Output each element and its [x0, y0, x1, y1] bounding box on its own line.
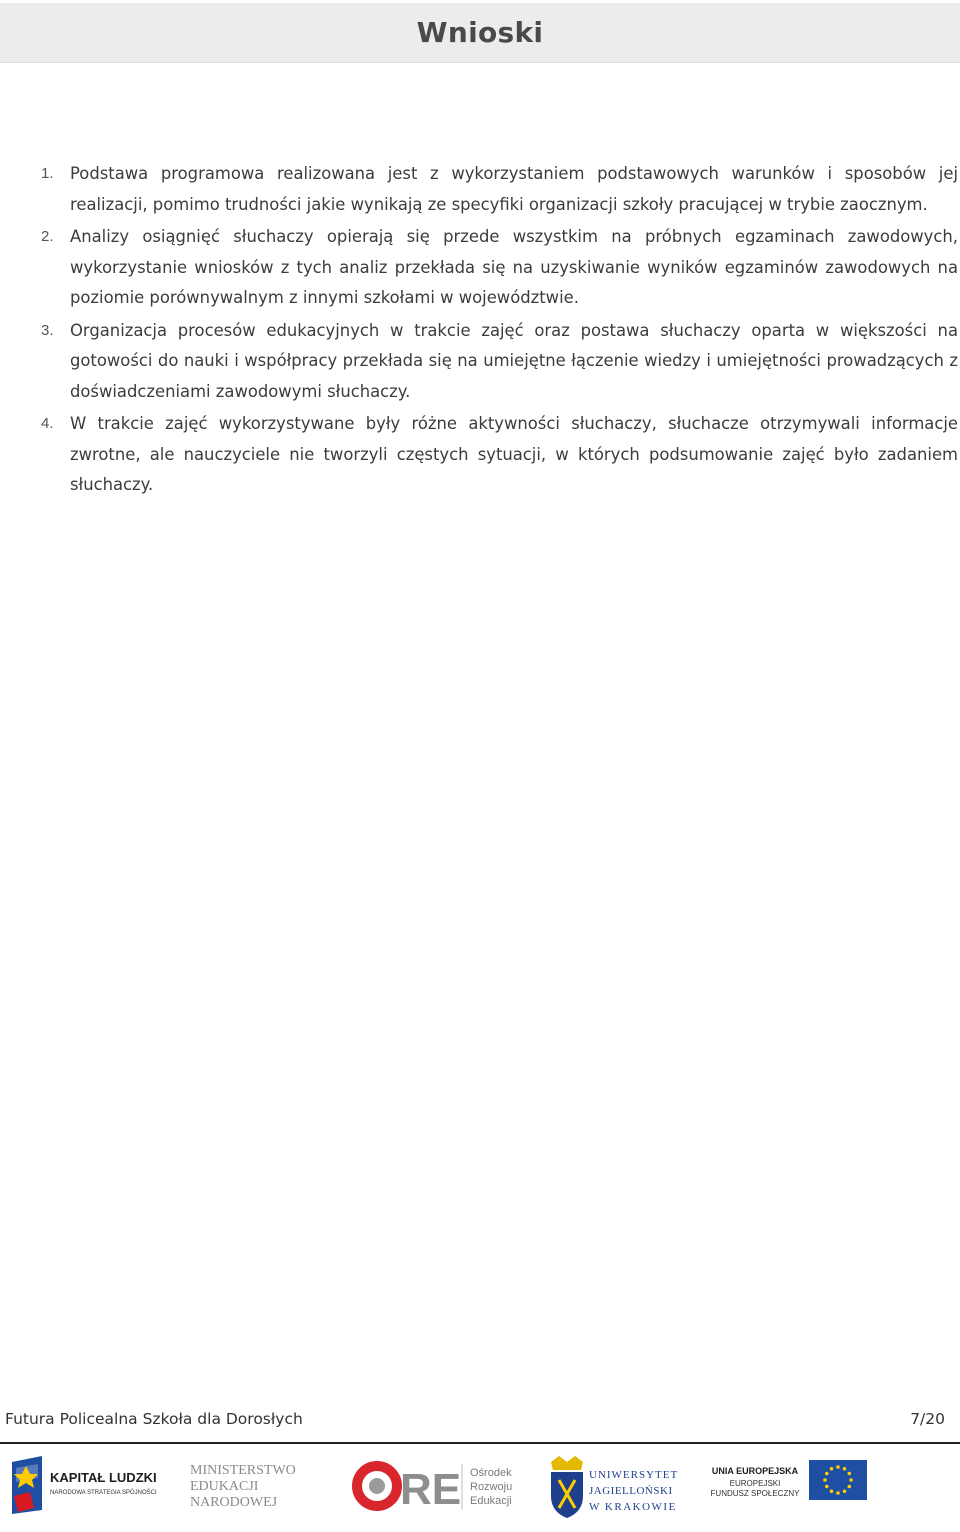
ore-logo: [350, 1452, 530, 1528]
list-item: [40, 409, 958, 501]
svg-text:RE: RE: [400, 1465, 462, 1514]
sponsor-logos: [0, 1452, 960, 1528]
item-number: 2.: [41, 228, 54, 245]
list-item: [40, 159, 958, 220]
ue-line2: EUROPEJSKI: [729, 1479, 781, 1488]
eu-star: [843, 1467, 847, 1471]
item-number: 1.: [41, 165, 54, 182]
item-text: Podstawa programowa realizowana jest z wykorzystaniem podstawowych warunków i sposobów jej realizacji, pomimo trudności jakie wynikają ze specyfiki organizacji szkoły pracującej w trybie zaocznym.: [70, 164, 958, 214]
ue-line1: UNIA EUROPEJSKA: [711, 1466, 799, 1476]
item-text: Analizy osiągnięć słuchaczy opierają się przede wszystkim na próbnych egzaminach zawodowych, wykorzystanie wniosków z tych analiz przekłada się na uzyskiwanie wyników egzaminów zawodowych na poziomie porównywalnym z innymi szkołami w województwie.: [70, 227, 958, 307]
uj-line1: UNIWERSYTET: [589, 1469, 679, 1481]
uj-logo: [545, 1452, 690, 1528]
kl-line1: KAPITAŁ LUDZKI: [50, 1470, 157, 1485]
ore-line3: Edukacji: [470, 1495, 512, 1507]
item-number: 4.: [41, 415, 54, 432]
uj-line3: W KRAKOWIE: [589, 1501, 677, 1513]
item-text: Organizacja procesów edukacyjnych w trakcie zajęć oraz postawa słuchaczy oparta w większości na gotowości do nauki i współpracy przekłada się na umiejętne łączenie wiedzy i umiejętności prowadzących z doświadczeniami zawodowymi słuchaczy.: [70, 320, 958, 401]
men-logo: [188, 1452, 313, 1528]
kl-line2: NARODOWA STRATEGIA SPÓJNOŚCI: [50, 1490, 157, 1496]
men-line3: NARODOWEJ: [190, 1495, 278, 1510]
uj-line2: JAGIELLOŃSKI: [589, 1485, 673, 1497]
ore-line1: Ośrodek: [470, 1467, 512, 1479]
eu-star: [847, 1472, 851, 1476]
eu-star: [836, 1465, 840, 1469]
men-line1: MINISTERSTWO: [190, 1463, 296, 1478]
eu-star: [825, 1472, 829, 1476]
eu-star: [843, 1489, 847, 1493]
title-bar: [0, 3, 960, 63]
list-item: [40, 222, 958, 314]
list-item: [40, 316, 958, 408]
conclusions-list: [40, 159, 958, 503]
page-number: 7/20: [910, 1410, 945, 1428]
eu-star: [849, 1478, 853, 1482]
page-footer: [5, 1410, 945, 1432]
item-number: 3.: [41, 321, 54, 339]
kapital-ludzki-logo: [8, 1452, 173, 1528]
eu-star: [823, 1478, 827, 1482]
ore-line2: Rozwoju: [470, 1481, 513, 1493]
eu-star: [830, 1489, 834, 1493]
men-line2: EDUKACJI: [190, 1479, 259, 1494]
eu-star: [825, 1485, 829, 1489]
ue-line3: FUNDUSZ SPOŁECZNY: [710, 1489, 800, 1498]
school-name: Futura Policealna Szkoła dla Dorosłych: [5, 1410, 303, 1428]
page-title: Wnioski: [416, 16, 544, 49]
item-text: W trakcie zajęć wykorzystywane były różne aktywności słuchaczy, słuchacze otrzymywali informacje zwrotne, ale nauczyciele nie tworzyli częstych sytuacji, w których podsumowanie zajęć było zadaniem słuchaczy.: [70, 414, 958, 494]
eu-star: [847, 1485, 851, 1489]
footer-divider: [0, 1442, 960, 1444]
eu-star: [836, 1491, 840, 1495]
eu-efs-logo: [705, 1452, 873, 1528]
eu-star: [830, 1467, 834, 1471]
